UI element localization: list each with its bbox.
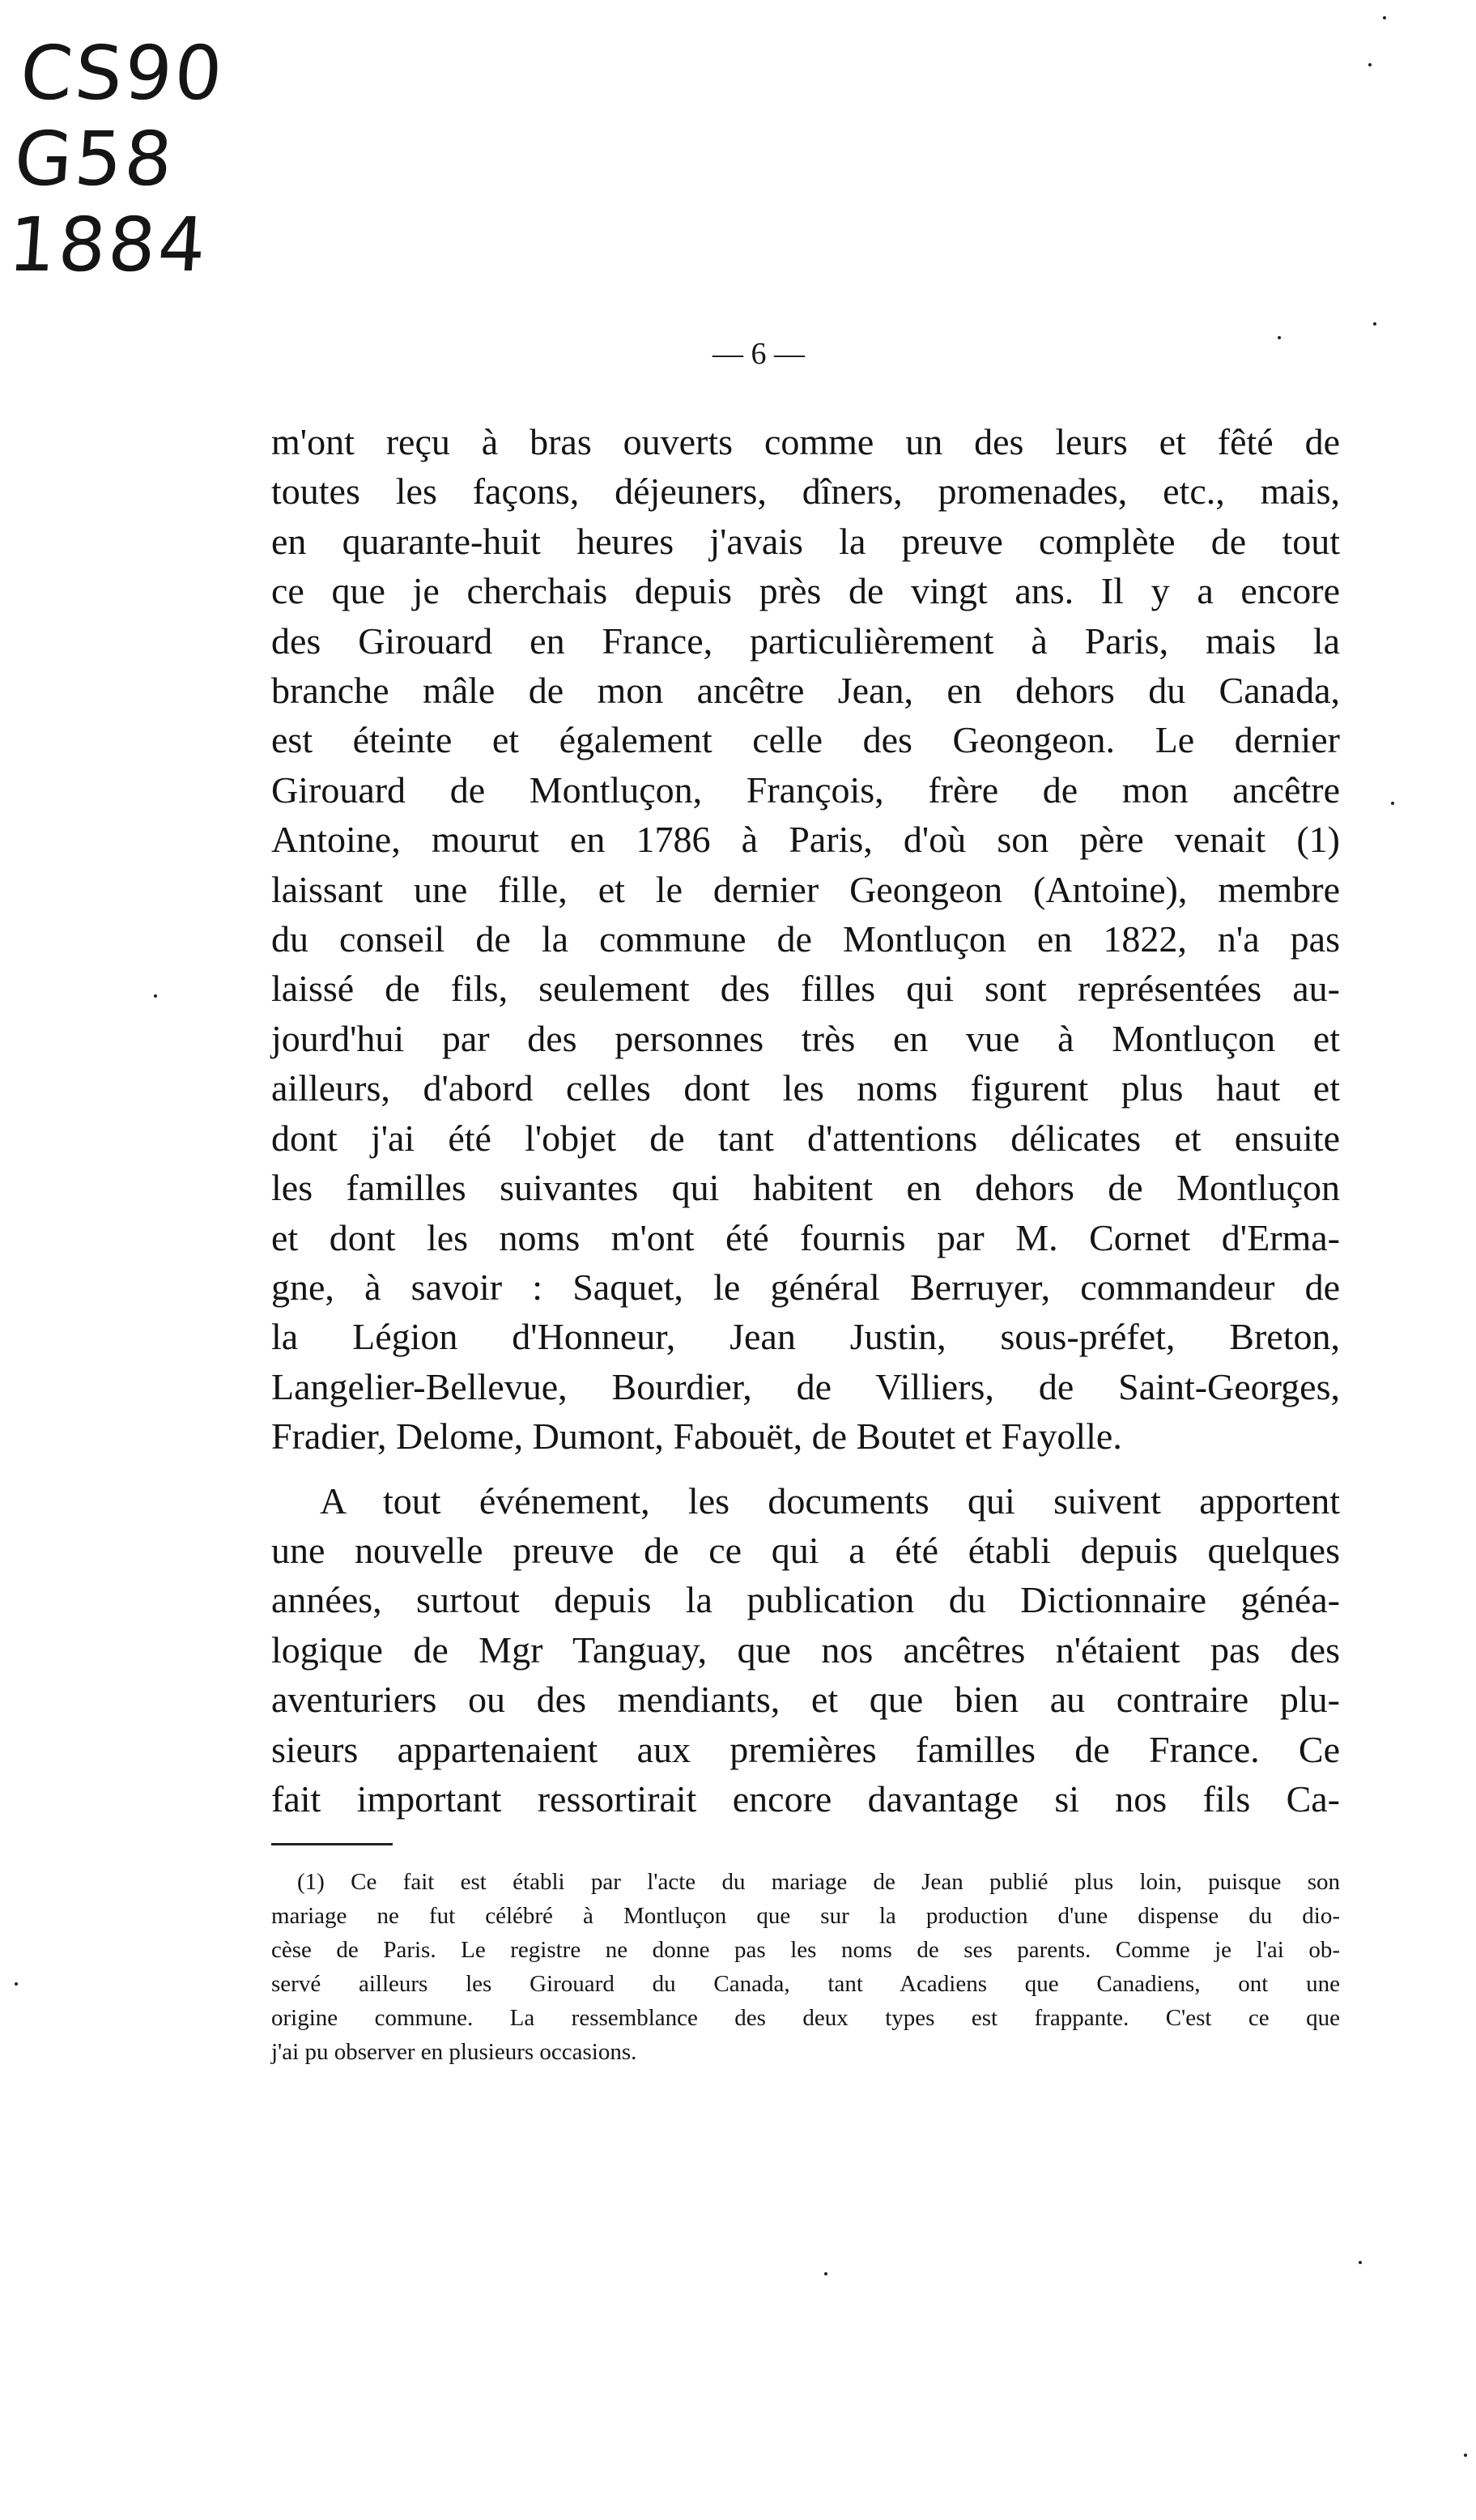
paragraph bbox=[271, 417, 1340, 1462]
footnote-line: j'ai pu observer en plusieurs occasions. bbox=[271, 2039, 637, 2065]
text-line: logique de Mgr Tanguay, que nos ancêtres n'étaient pas des bbox=[271, 1628, 1340, 1671]
call-number-line: 1884 bbox=[5, 202, 211, 288]
text-line: laissé de fils, seulement des filles qui sont représentées au- bbox=[271, 968, 1340, 1010]
text-line: ce que je cherchais depuis près de vingt ans. Il y a encore bbox=[271, 570, 1340, 612]
scan-speck bbox=[154, 994, 157, 998]
scan-speck bbox=[1278, 336, 1281, 339]
text-line: Antoine, mourut en 1786 à Paris, d'où son père venait (1) bbox=[271, 819, 1340, 861]
text-line: A tout événement, les documents qui suivent apportent bbox=[320, 1479, 1340, 1522]
text-line: m'ont reçu à bras ouverts comme un des leurs et fêté de bbox=[271, 421, 1340, 462]
scan-speck bbox=[1368, 63, 1372, 66]
scan-speck bbox=[824, 2272, 827, 2275]
text-line: la Légion d'Honneur, Jean Justin, sous-préfet, Breton, bbox=[271, 1316, 1340, 1358]
main-text bbox=[271, 417, 1340, 1824]
footnote-divider bbox=[271, 1843, 393, 1845]
footnote-line: cèse de Paris. Le registre ne donne pas les noms de ses parents. Comme je l'ai ob- bbox=[271, 1937, 1340, 1963]
text-line: du conseil de la commune de Montluçon en 1822, n'a pas bbox=[271, 918, 1340, 960]
text-line: ailleurs, d'abord celles dont les noms figurent plus haut et bbox=[271, 1067, 1340, 1109]
text-line: Langelier-Bellevue, Bourdier, de Villiers, de Saint-Georges, bbox=[271, 1365, 1340, 1407]
text-line: Girouard de Montluçon, François, frère de mon ancêtre bbox=[271, 768, 1340, 811]
text-line: années, surtout depuis la publication du Dictionnaire généa- bbox=[271, 1579, 1340, 1621]
text-line: les familles suivantes qui habitent en dehors de Montluçon bbox=[271, 1167, 1340, 1209]
text-line: en quarante-huit heures j'avais la preuve complète de tout bbox=[271, 520, 1340, 562]
footnote-line: origine commune. La ressemblance des deux types est frappante. C'est ce que bbox=[271, 2005, 1340, 2031]
scan-speck bbox=[1373, 322, 1376, 326]
text-line: dont j'ai été l'objet de tant d'attentions délicates et ensuite bbox=[271, 1117, 1340, 1159]
text-line: gne, à savoir : Saquet, le général Berruyer, commandeur de bbox=[271, 1266, 1340, 1308]
text-line: des Girouard en France, particulièrement à Paris, mais la bbox=[271, 619, 1340, 662]
text-line: et dont les noms m'ont été fournis par M. Cornet d'Erma- bbox=[271, 1216, 1340, 1258]
scan-speck bbox=[1383, 16, 1386, 19]
paragraph bbox=[271, 1476, 1340, 1824]
call-number-line: G58 bbox=[11, 116, 178, 202]
text-line: fait important ressortirait encore davantage si nos fils Ca- bbox=[271, 1777, 1340, 1820]
page-number: — 6 — bbox=[712, 337, 805, 371]
footnote-line: mariage ne fut célébré à Montluçon que sur la production d'une dispense du dio- bbox=[271, 1903, 1340, 1929]
text-line: jourd'hui par des personnes très en vue à Montluçon et bbox=[271, 1017, 1340, 1059]
text-line: aventuriers ou des mendiants, et que bien au contraire plu- bbox=[271, 1679, 1340, 1721]
scan-speck bbox=[15, 1982, 18, 1986]
scan-speck bbox=[1464, 2454, 1467, 2457]
footnote-line: (1) Ce fait est établi par l'acte du mariage de Jean publié plus loin, puisque son bbox=[297, 1869, 1340, 1895]
text-line: sieurs appartenaient aux premières familles de France. Ce bbox=[271, 1728, 1340, 1770]
text-line: toutes les façons, déjeuners, dîners, promenades, etc., mais, bbox=[271, 470, 1340, 513]
footnote bbox=[271, 1865, 1340, 2069]
scan-speck bbox=[1359, 2261, 1362, 2264]
text-line: Fradier, Delome, Dumont, Fabouët, de Boutet et Fayolle. bbox=[271, 1415, 1122, 1458]
text-line: est éteinte et également celle des Geongeon. Le dernier bbox=[271, 719, 1340, 761]
text-line: branche mâle de mon ancêtre Jean, en dehors du Canada, bbox=[271, 670, 1340, 712]
handwritten-call-number bbox=[6, 31, 266, 288]
footnote-line: servé ailleurs les Girouard du Canada, tant Acadiens que Canadiens, ont une bbox=[271, 1971, 1340, 1997]
call-number-line: CS90 bbox=[17, 30, 228, 117]
text-line: laissant une fille, et le dernier Geongeon (Antoine), membre bbox=[271, 868, 1340, 910]
text-line: une nouvelle preuve de ce qui a été établi depuis quelques bbox=[271, 1529, 1340, 1571]
scan-speck bbox=[1391, 802, 1394, 805]
